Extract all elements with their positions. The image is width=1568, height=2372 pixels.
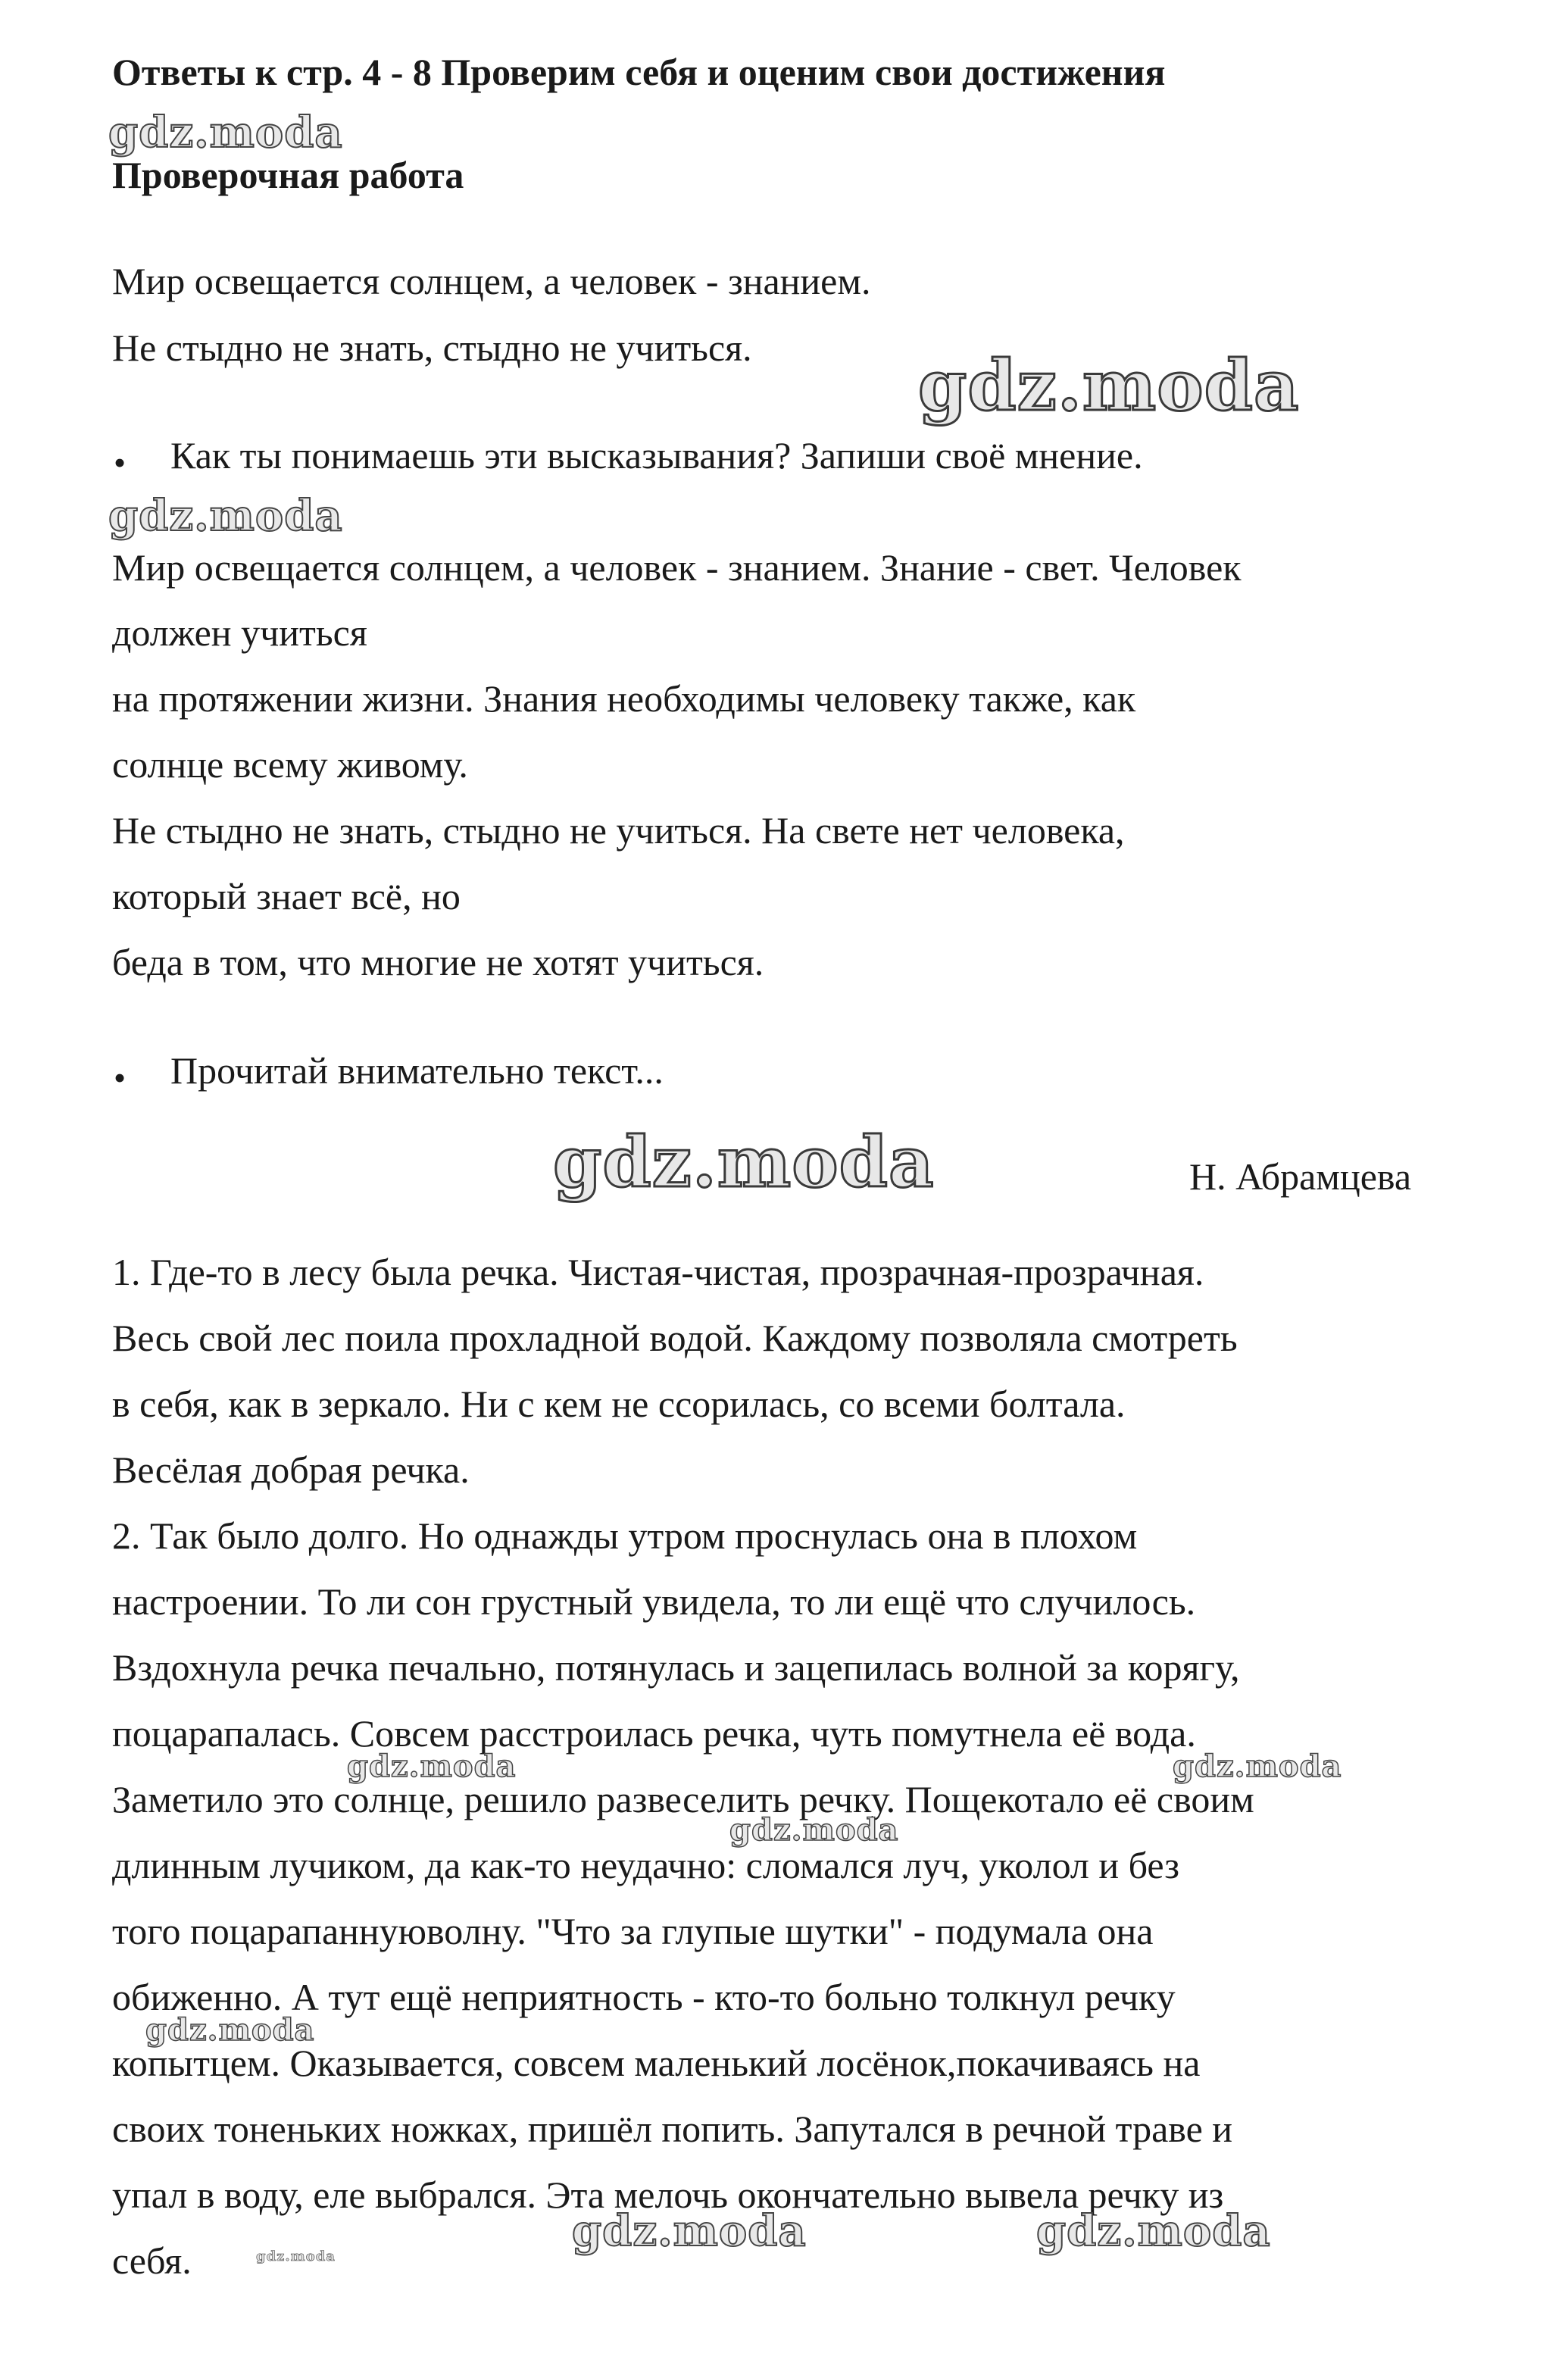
watermark-logo: gdz.moda — [145, 2012, 315, 2048]
quote-line: Не стыдно не знать, стыдно не учиться. — [112, 327, 752, 369]
watermark-logo: gdz.moda — [347, 1749, 517, 1784]
story-line: 2. Так было долго. Но однажды утром проснулась она в плохом — [112, 1514, 1138, 1557]
watermark-logo: gdz.moda — [108, 108, 343, 158]
answer-line: беда в том, что многие не хотят учиться. — [112, 941, 764, 983]
story-line: упал в воду, еле выбрался. Эта мелочь окончательно вывела речку из — [112, 2174, 1224, 2216]
story-line: обиженно. А тут ещё неприятность - кто-то больно толкнул речку — [112, 1976, 1176, 2018]
watermark-logo: gdz.moda — [108, 491, 343, 541]
answer-line: должен учиться — [112, 611, 367, 654]
story-line: Вздохнула речка печально, потянулась и зацепилась волной за корягу, — [112, 1646, 1240, 1689]
answer-line: который знает всё, но — [112, 875, 461, 917]
watermark-logo: gdz.moda — [729, 1812, 899, 1848]
section-title: Проверочная работа — [112, 154, 464, 196]
page-title: Ответы к стр. 4 - 8 Проверим себя и оценим свои достижения — [112, 51, 1166, 93]
story-line: Весь свой лес поила прохладной водой. Каждому позволяла смотреть — [112, 1317, 1238, 1359]
story-line: своих тоненьких ножках, пришёл попить. Запутался в речной траве и — [112, 2108, 1233, 2150]
bullet: • — [114, 443, 127, 482]
story-line: 1. Где-то в лесу была речка. Чистая-чистая, прозрачная-прозрачная. — [112, 1251, 1204, 1293]
story-line: поцарапалась. Совсем расстроилась речка, чуть помутнела её вода. — [112, 1712, 1196, 1755]
quote-line: Мир освещается солнцем, а человек - знанием. — [112, 260, 871, 302]
question-text: Прочитай внимательно текст... — [170, 1049, 664, 1092]
answer-line: Мир освещается солнцем, а человек - знанием. Знание - свет. Человек — [112, 546, 1242, 589]
watermark-logo: gdz.moda — [1173, 1749, 1342, 1784]
question-text: Как ты понимаешь эти высказывания? Запиши своё мнение. — [170, 434, 1143, 477]
watermark-logo: gdz.moda — [553, 1121, 935, 1203]
answer-line: солнце всему живому. — [112, 743, 468, 786]
watermark-logo: gdz.moda — [572, 2206, 807, 2256]
story-line: длинным лучиком, да как-то неудачно: сломался луч, уколол и без — [112, 1844, 1179, 1886]
story-line: себя. — [112, 2239, 192, 2282]
story-line: копытцем. Оказывается, совсем маленький лосёнок,покачиваясь на — [112, 2042, 1201, 2084]
story-line: настроении. То ли сон грустный увидела, то ли ещё что случилось. — [112, 1580, 1196, 1623]
answer-line: Не стыдно не знать, стыдно не учиться. На свете нет человека, — [112, 809, 1125, 852]
bullet: • — [114, 1058, 127, 1097]
author-name: Н. Абрамцева — [1189, 1155, 1412, 1198]
watermark-logo: gdz.moda — [1036, 2206, 1271, 2256]
story-line: Заметило это солнце, решило развеселить речку. Пощекотало её своим — [112, 1778, 1254, 1820]
story-line: в себя, как в зеркало. Ни с кем не ссорилась, со всеми болтала. — [112, 1383, 1126, 1425]
story-line: Весёлая добрая речка. — [112, 1449, 470, 1491]
story-line: того поцарапаннуюволну. "Что за глупые шутки" - подумала она — [112, 1910, 1154, 1952]
answer-line: на протяжении жизни. Знания необходимы человеку также, как — [112, 677, 1136, 720]
watermark-logo: gdz.moda — [256, 2249, 336, 2264]
watermark-logo: gdz.moda — [918, 345, 1300, 427]
